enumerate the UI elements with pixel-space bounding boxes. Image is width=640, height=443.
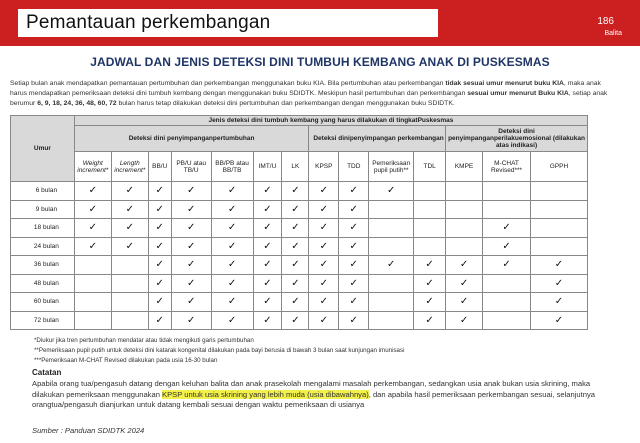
check-icon: ✓	[125, 203, 134, 215]
check-cell	[211, 274, 253, 293]
page-number: 186	[597, 16, 614, 27]
check-cell	[111, 200, 148, 219]
catatan-body	[32, 379, 614, 411]
check-icon: ✓	[319, 259, 328, 271]
intro-bold-3: 6, 9, 18, 24, 36, 48, 60, 72	[37, 100, 117, 107]
catatan-text-1: Apabila orang tua/pengasuh datang dengan keluhan balita dan anak prasekolah mengalami masalah perkembangan, sedangkan usia anak bukan usia skrining, maka dilakukan pemeriksaan menggunakan	[32, 379, 591, 399]
footnote-3: ***Pemeriksaan M-CHAT Revised dilakukan pada usia 16-30 bulan	[34, 357, 218, 364]
table-body	[11, 182, 588, 330]
check-icon: ✓	[502, 259, 511, 271]
catatan-highlight: KPSP untuk usia skrining yang lebih muda (usia dibawahnya)	[162, 389, 369, 399]
check-icon: ✓	[319, 185, 328, 197]
check-cell	[309, 311, 339, 330]
check-icon: ✓	[319, 277, 328, 289]
check-icon: ✓	[227, 296, 237, 308]
group-header-perkembangan: Deteksi dinipenyimpangan perkembangan	[309, 126, 446, 152]
check-icon: ✓	[425, 259, 434, 271]
check-icon: ✓	[263, 277, 272, 289]
check-icon: ✓	[88, 185, 97, 197]
empty-cell	[483, 311, 531, 330]
check-icon: ✓	[291, 314, 300, 326]
check-cell	[171, 293, 211, 312]
header-title-box	[18, 9, 438, 37]
check-icon: ✓	[155, 314, 164, 326]
check-cell	[74, 237, 111, 256]
check-cell	[339, 293, 369, 312]
check-cell	[253, 311, 282, 330]
page-title: Pemantauan perkembangan	[26, 12, 271, 33]
table-row	[11, 311, 588, 330]
check-cell	[414, 256, 446, 275]
column-header: GPPH	[530, 152, 587, 182]
check-icon: ✓	[319, 314, 328, 326]
check-icon: ✓	[155, 277, 164, 289]
check-cell	[282, 256, 309, 275]
check-cell	[530, 274, 587, 293]
check-icon: ✓	[227, 240, 237, 252]
table-row	[11, 182, 588, 201]
footnote-2: **Pemeriksaan pupil putih untuk deteksi dini katarak kongenital dilakukan pada bayi berusia di bawah 3 bulan saat kunjungan imunisasi	[34, 347, 405, 354]
column-header: Length increment*	[111, 152, 148, 182]
check-cell	[339, 256, 369, 275]
check-cell	[253, 274, 282, 293]
table-row	[11, 237, 588, 256]
top-header: Jenis deteksi dini tumbuh kembang yang harus dilakukan di tingkatPuskesmas	[74, 116, 587, 126]
check-icon: ✓	[349, 277, 358, 289]
empty-cell	[369, 200, 414, 219]
check-icon: ✓	[88, 203, 97, 215]
check-icon: ✓	[186, 296, 196, 308]
empty-cell	[446, 182, 483, 201]
column-header: BB/U	[148, 152, 171, 182]
empty-cell	[111, 274, 148, 293]
check-cell	[171, 200, 211, 219]
check-cell	[282, 311, 309, 330]
check-cell	[111, 182, 148, 201]
check-cell	[530, 293, 587, 312]
column-header: M-CHAT Revised***	[483, 152, 531, 182]
column-header: Weight increment*	[74, 152, 111, 182]
intro-text-1: Setiap bulan anak mendapatkan pemantauan pertumbuhan dan perkembangan menggunakan buku KIA. Bila pertumbuhan atau perkembangan	[10, 80, 446, 87]
check-cell	[211, 256, 253, 275]
check-cell	[211, 311, 253, 330]
check-icon: ✓	[155, 240, 164, 252]
check-cell	[446, 256, 483, 275]
group-header-perilaku: Deteksi dini penyimpanganperilakuemosional (dilakukan atas indikasi)	[446, 126, 588, 152]
intro-paragraph	[10, 79, 610, 109]
table-row	[11, 219, 588, 238]
check-cell	[148, 293, 171, 312]
check-icon: ✓	[425, 296, 434, 308]
check-cell	[309, 237, 339, 256]
empty-cell	[530, 182, 587, 201]
check-cell	[309, 256, 339, 275]
header-bar	[0, 0, 640, 46]
check-icon: ✓	[502, 222, 511, 234]
footnote-1: *Diukur jika tren pertumbuhan mendatar atau tidak mengikuti garis pertumbuhan	[34, 337, 254, 344]
empty-cell	[414, 200, 446, 219]
check-cell	[339, 274, 369, 293]
empty-cell	[414, 182, 446, 201]
check-icon: ✓	[502, 240, 511, 252]
check-cell	[148, 274, 171, 293]
check-cell	[253, 200, 282, 219]
check-cell	[253, 256, 282, 275]
column-header: TDD	[339, 152, 369, 182]
check-cell	[483, 237, 531, 256]
check-icon: ✓	[125, 240, 134, 252]
check-cell	[483, 256, 531, 275]
check-cell	[171, 182, 211, 201]
check-icon: ✓	[319, 203, 328, 215]
check-cell	[171, 311, 211, 330]
check-cell	[171, 274, 211, 293]
column-header: LK	[282, 152, 309, 182]
column-header-row	[11, 152, 588, 182]
check-cell	[111, 219, 148, 238]
intro-bold-1: tidak sesuai umur menurut buku KIA	[445, 80, 564, 87]
check-icon: ✓	[186, 222, 196, 234]
check-icon: ✓	[459, 314, 469, 326]
check-icon: ✓	[554, 314, 564, 326]
check-cell	[339, 219, 369, 238]
check-icon: ✓	[349, 240, 358, 252]
check-icon: ✓	[459, 296, 469, 308]
column-header: BB/PB atau BB/TB	[211, 152, 253, 182]
check-icon: ✓	[291, 277, 300, 289]
check-cell	[148, 256, 171, 275]
check-cell	[339, 311, 369, 330]
empty-cell	[74, 274, 111, 293]
check-icon: ✓	[263, 203, 272, 215]
check-icon: ✓	[155, 296, 164, 308]
check-icon: ✓	[263, 296, 272, 308]
check-icon: ✓	[291, 240, 300, 252]
table-row	[11, 293, 588, 312]
check-cell	[171, 256, 211, 275]
empty-cell	[369, 219, 414, 238]
check-cell	[253, 182, 282, 201]
check-cell	[446, 311, 483, 330]
empty-cell	[446, 200, 483, 219]
check-cell	[339, 200, 369, 219]
check-cell	[171, 237, 211, 256]
check-cell	[74, 200, 111, 219]
check-icon: ✓	[349, 296, 358, 308]
catatan-title: Catatan	[32, 368, 62, 377]
check-icon: ✓	[425, 314, 434, 326]
check-icon: ✓	[227, 185, 237, 197]
empty-cell	[483, 274, 531, 293]
check-icon: ✓	[349, 203, 358, 215]
check-icon: ✓	[349, 185, 358, 197]
empty-cell	[483, 200, 531, 219]
check-cell	[309, 182, 339, 201]
check-icon: ✓	[263, 314, 272, 326]
check-icon: ✓	[227, 203, 237, 215]
section-tag: Balita	[604, 30, 622, 37]
check-icon: ✓	[291, 222, 300, 234]
check-cell	[309, 219, 339, 238]
column-header: KPSP	[309, 152, 339, 182]
check-icon: ✓	[349, 314, 358, 326]
check-cell	[148, 311, 171, 330]
check-icon: ✓	[263, 240, 272, 252]
check-cell	[171, 219, 211, 238]
empty-cell	[111, 293, 148, 312]
empty-cell	[369, 237, 414, 256]
age-cell: 60 bulan	[11, 293, 75, 312]
check-icon: ✓	[227, 314, 237, 326]
check-icon: ✓	[291, 203, 300, 215]
check-icon: ✓	[186, 185, 196, 197]
check-icon: ✓	[554, 277, 564, 289]
empty-cell	[74, 293, 111, 312]
check-icon: ✓	[186, 240, 196, 252]
group-header-pertumbuhan: Deteksi dini penyimpanganpertumbuhan	[74, 126, 309, 152]
table-row	[11, 256, 588, 275]
check-icon: ✓	[186, 259, 196, 271]
check-cell	[309, 200, 339, 219]
intro-text-3: , setiap anak berumur	[10, 90, 608, 107]
empty-cell	[483, 293, 531, 312]
check-cell	[414, 274, 446, 293]
check-cell	[74, 182, 111, 201]
empty-cell	[530, 200, 587, 219]
age-cell: 24 bulan	[11, 237, 75, 256]
check-icon: ✓	[554, 259, 564, 271]
intro-text-2: , maka anak harus mendapatkan pemeriksaan deteksi dini tumbuh kembang dengan menggunakan buku SDIDTK. Meskipun hasil pertumbuhan dan perkembangan	[10, 80, 601, 97]
check-cell	[253, 219, 282, 238]
check-cell	[282, 237, 309, 256]
check-icon: ✓	[425, 277, 434, 289]
check-cell	[309, 274, 339, 293]
empty-cell	[414, 219, 446, 238]
check-icon: ✓	[186, 203, 196, 215]
check-icon: ✓	[88, 222, 97, 234]
empty-cell	[369, 311, 414, 330]
empty-cell	[446, 237, 483, 256]
intro-bold-2: sesuai umur menurut Buku KIA	[467, 90, 569, 97]
empty-cell	[414, 237, 446, 256]
check-cell	[74, 219, 111, 238]
umur-header: Umur	[11, 116, 75, 182]
check-cell	[339, 182, 369, 201]
check-icon: ✓	[155, 259, 164, 271]
check-cell	[211, 182, 253, 201]
column-header: KMPE	[446, 152, 483, 182]
check-icon: ✓	[263, 222, 272, 234]
check-cell	[369, 256, 414, 275]
check-icon: ✓	[263, 259, 272, 271]
check-icon: ✓	[125, 222, 134, 234]
empty-cell	[369, 293, 414, 312]
check-icon: ✓	[349, 259, 358, 271]
check-icon: ✓	[186, 277, 196, 289]
empty-cell	[74, 311, 111, 330]
age-cell: 72 bulan	[11, 311, 75, 330]
check-cell	[483, 219, 531, 238]
check-cell	[148, 200, 171, 219]
check-cell	[282, 200, 309, 219]
check-icon: ✓	[349, 222, 358, 234]
check-icon: ✓	[319, 222, 328, 234]
check-cell	[211, 219, 253, 238]
check-icon: ✓	[88, 240, 97, 252]
catatan-text-2: , dan apabila hasil pemeriksaan perkembangan sesuai, selanjutnya orangtua/pengasuh dianjurkan untuk datang kembali sesuai dengan waktu pemeriksaan di usianya	[32, 389, 596, 409]
check-icon: ✓	[319, 240, 328, 252]
check-cell	[414, 311, 446, 330]
age-cell: 18 bulan	[11, 219, 75, 238]
empty-cell	[483, 182, 531, 201]
check-cell	[111, 237, 148, 256]
check-cell	[530, 311, 587, 330]
check-cell	[446, 274, 483, 293]
check-icon: ✓	[227, 277, 237, 289]
check-icon: ✓	[227, 259, 237, 271]
check-icon: ✓	[459, 259, 469, 271]
check-icon: ✓	[155, 185, 164, 197]
intro-text-4: bulan harus tetap dilakukan deteksi dini pertumbuhan dan perkembangan dengan menggunakan buku SDIDTK.	[116, 100, 455, 107]
column-header: Pemeriksaan pupil putih**	[369, 152, 414, 182]
empty-cell	[369, 274, 414, 293]
column-header: IMT/U	[253, 152, 282, 182]
check-icon: ✓	[459, 277, 469, 289]
age-cell: 6 bulan	[11, 182, 75, 201]
check-cell	[282, 274, 309, 293]
column-header: PB/U atau TB/U	[171, 152, 211, 182]
check-icon: ✓	[155, 203, 164, 215]
age-cell: 48 bulan	[11, 274, 75, 293]
empty-cell	[74, 256, 111, 275]
column-header: TDL	[414, 152, 446, 182]
check-cell	[148, 237, 171, 256]
empty-cell	[111, 311, 148, 330]
check-icon: ✓	[291, 185, 300, 197]
check-icon: ✓	[291, 296, 300, 308]
age-cell: 36 bulan	[11, 256, 75, 275]
check-cell	[211, 293, 253, 312]
check-cell	[339, 237, 369, 256]
empty-cell	[446, 219, 483, 238]
check-cell	[369, 182, 414, 201]
check-icon: ✓	[125, 185, 134, 197]
check-cell	[148, 219, 171, 238]
check-cell	[282, 219, 309, 238]
empty-cell	[530, 237, 587, 256]
check-cell	[446, 293, 483, 312]
check-cell	[282, 293, 309, 312]
check-icon: ✓	[386, 259, 396, 271]
check-icon: ✓	[186, 314, 196, 326]
source-citation: Sumber : Panduan SDIDTK 2024	[32, 426, 145, 435]
check-cell	[414, 293, 446, 312]
age-cell: 9 bulan	[11, 200, 75, 219]
check-cell	[309, 293, 339, 312]
check-cell	[282, 182, 309, 201]
check-cell	[253, 293, 282, 312]
schedule-table	[10, 115, 588, 330]
table-row	[11, 200, 588, 219]
check-icon: ✓	[319, 296, 328, 308]
empty-cell	[111, 256, 148, 275]
check-cell	[148, 182, 171, 201]
check-icon: ✓	[263, 185, 272, 197]
empty-cell	[530, 219, 587, 238]
table-row	[11, 274, 588, 293]
check-cell	[253, 237, 282, 256]
document-title: JADWAL DAN JENIS DETEKSI DINI TUMBUH KEMBANG ANAK DI PUSKESMAS	[90, 55, 550, 69]
check-cell	[211, 237, 253, 256]
check-icon: ✓	[227, 222, 237, 234]
check-icon: ✓	[291, 259, 300, 271]
check-cell	[211, 200, 253, 219]
check-icon: ✓	[386, 185, 396, 197]
check-icon: ✓	[554, 296, 564, 308]
check-icon: ✓	[155, 222, 164, 234]
check-cell	[530, 256, 587, 275]
